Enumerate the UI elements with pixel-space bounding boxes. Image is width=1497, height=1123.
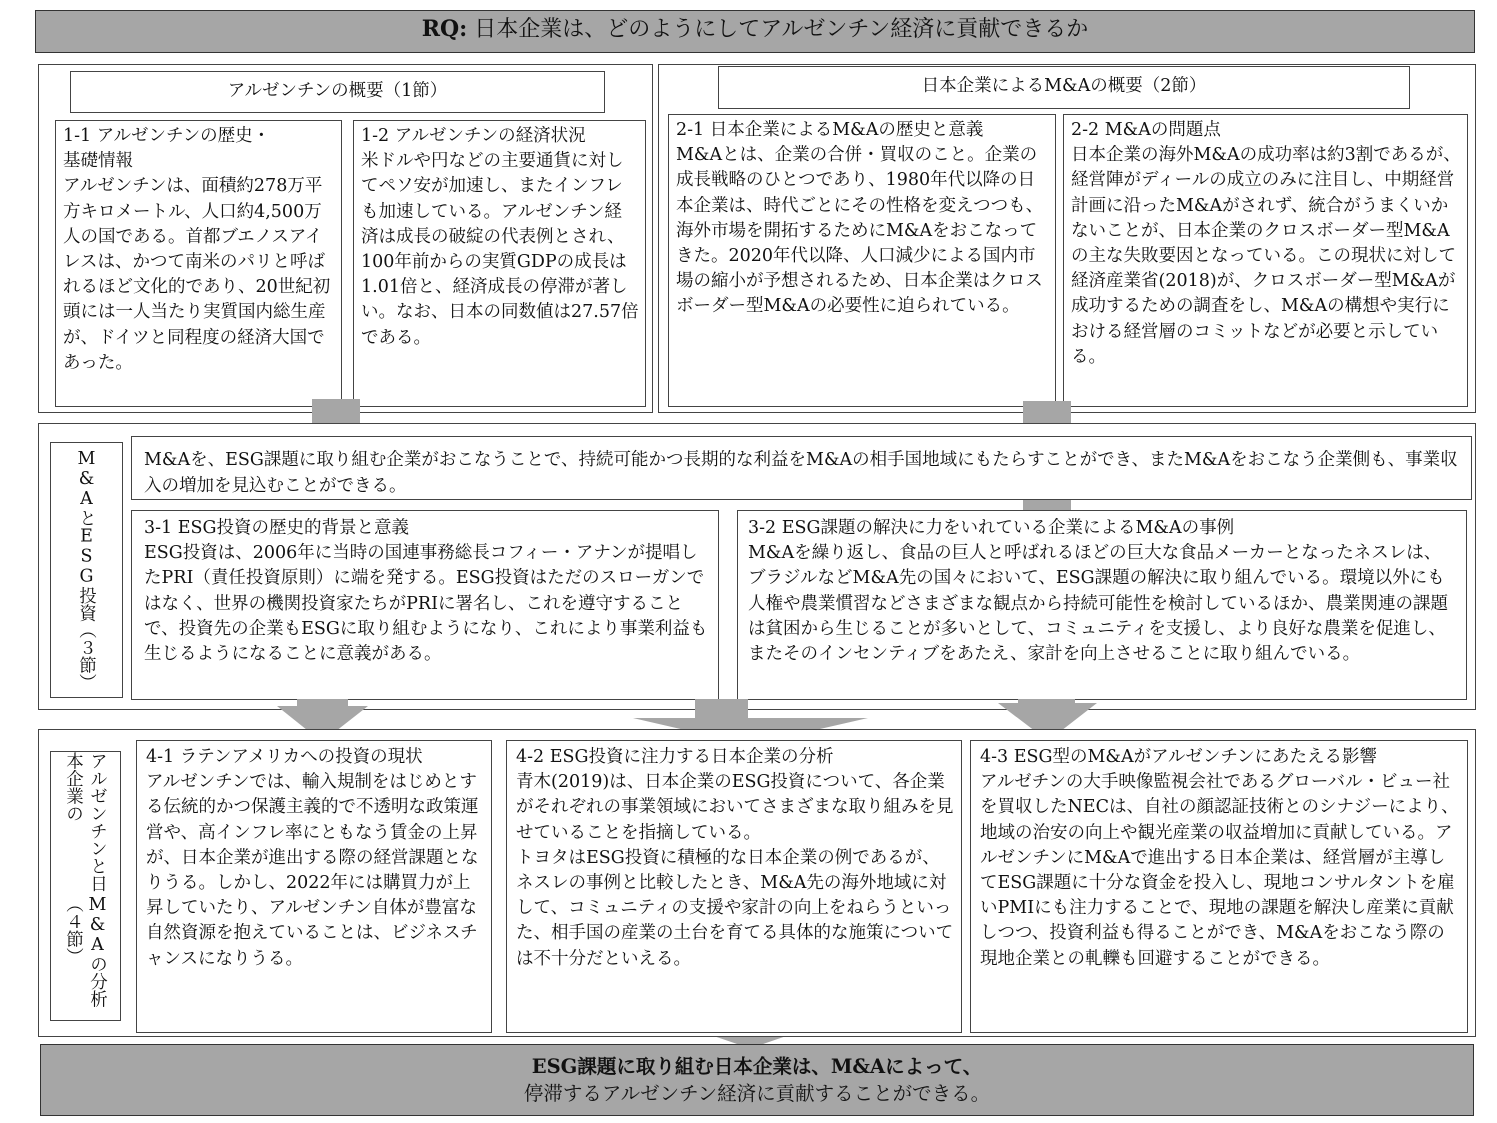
box-4-2-body1: 青木(2019)は、日本企業のESG投資について、各企業がそれぞれの事業領域においてさまざまな取り組みを見せていることを指摘している。	[516, 772, 954, 843]
box-1-1-title-line2: 基礎情報	[63, 151, 133, 172]
box-4-3	[970, 740, 1468, 1033]
box-4-2	[506, 740, 962, 1033]
section3-label-sub: （３節）	[76, 621, 97, 692]
section2-header: 日本企業によるM&Aの概要（2節）	[718, 66, 1410, 109]
rq-prefix: RQ:	[421, 16, 468, 42]
box-3-1-body: ESG投資は、2006年に当時の国連事務総長コフィー・アナンが提唱したPRI（責任投資原則）に端を発する。ESG投資はただのスローガンではなく、世界の機関投資家たちがPRIに署名し、これを遵守することで、投資先の企業もESGに取り組むようになり、これにより事業利益も生じるようになることに意義がある。	[144, 543, 708, 665]
section3-summary-text: M&Aを、ESG課題に取り組む企業がおこなうことで、持続可能かつ長期的な利益をM&Aの相手国地域にもたらすことができ、またM&Aをおこなう企業側も、事業収入の増加を見込むことができる。	[144, 450, 1458, 496]
conclusion-bar	[40, 1044, 1474, 1116]
conclusion-line2: 停滞するアルゼンチン経済に貢献することができる。	[523, 1082, 991, 1105]
box-4-2-title: 4-2 ESG投資に注力する日本企業の分析	[516, 747, 834, 767]
box-1-1-body: アルゼンチンは、面積約278万平方キロメートル、人口約4,500万人の国である。首都ブエノスアイレスは、かつて南米のパリと呼ばれるほど文化的であり、20世紀初頭には一人当たり実質国内総生産が、ドイツと同程度の経済大国であった。	[63, 176, 331, 373]
section1-header: アルゼンチンの概要（1節）	[70, 71, 605, 113]
box-3-2-body: M&Aを繰り返し、食品の巨人と呼ばれるほどの巨大な食品メーカーとなったネスレは、ブラジルなどM&A先の国々において、ESG課題の解決に取り組んでいる。環境以外にも人権や農業慣習などさまざまな観点から持続可能性を検討しているほか、農業関連の課題は貧困から生じることが多いとして、コミュニティを支援し、より良好な農業を促進し、またそのインセンティブをあたえ、家計を向上させることに取り組んでいる。	[748, 543, 1448, 665]
box-4-1	[136, 740, 492, 1033]
box-1-2-body: 米ドルや円などの主要通貨に対してペソ安が加速し、またインフレも加速している。アルゼンチン経済は成長の破綻の代表例とされ、100年前からの実質GDPの成長は1.01倍と、経済成長の停滞が著しい。なお、日本の同数値は27.57倍である。	[361, 151, 639, 348]
box-1-2-title: 1-2 アルゼンチンの経済状況	[361, 126, 586, 146]
box-4-3-body: アルゼチンの大手映像監視会社であるグローバル・ビュー社を買収したNECは、自社の顔認証技術とのシナジーにより、地域の治安の向上や観光産業の収益増加に貢献している。アルゼンチンにM&Aで進出する日本企業は、経営層が主導してESG課題に十分な資金を投入し、現地コンサルタントを雇いPMIにも注力することで、現地の課題を解決し産業に貢献しつつ、投資利益も得ることができ、M&Aをおこなう際の現地企業との軋轢も回避することができる。	[980, 772, 1459, 969]
section3-label-main: M&AとESG投資	[76, 448, 97, 622]
box-2-1-body: M&Aとは、企業の合併・買収のこと。企業の成長戦略のひとつであり、1980年代以降の日本企業は、時代ごとにその性格を変えつつも、海外市場を開拓するためにM&Aをおこなってきた。2020年代以降、人口減少による国内市場の縮小が予想されるため、日本企業はクロスボーダー型M&Aの必要性に迫られている。	[676, 145, 1044, 317]
box-1-1-title-line1: 1-1 アルゼンチンの歴史・	[63, 126, 271, 146]
box-4-3-title: 4-3 ESG型のM&Aがアルゼンチンにあたえる影響	[980, 747, 1378, 767]
rq-question: 日本企業は、どのようにしてアルゼンチン経済に貢献できるか	[467, 17, 1089, 42]
box-4-1-title: 4-1 ラテンアメリカへの投資の現状	[146, 747, 423, 767]
box-2-1-title: 2-1 日本企業によるM&Aの歴史と意義	[676, 120, 984, 140]
box-2-2-body: 日本企業の海外M&Aの成功率は約3割であるが、経営陣がディールの成立のみに注目し、中期経営計画に沿ったM&Aがされず、統合がうまくいかないことが、日本企業のクロスボーダー型M&Aの主な失敗要因となっている。この現状に対して経済産業省(2018)が、クロスボーダー型M&Aが成功するための調査をし、M&Aの構想や実行における経営層のコミットなどが必要と示している。	[1071, 145, 1461, 367]
section4-label-col1: アルゼンチンと日本企業の	[63, 752, 108, 892]
section4-label	[50, 751, 121, 1021]
box-3-2-title: 3-2 ESG課題の解決に力をいれている企業によるM&Aの事例	[748, 518, 1235, 538]
box-4-2-body2: トヨタはESG投資に積極的な日本企業の例であるが、ネスレの事例と比較したとき、M&A先の海外地域に対して、コミュニティの支援や家計の向上をねらうといった、相手国の産業の土台を育てる具体的な施策については不十分だといえる。	[516, 847, 954, 969]
conclusion-line1: ESG課題に取り組む日本企業は、M&Aによって、	[531, 1055, 983, 1078]
box-3-1-title: 3-1 ESG投資の歴史的背景と意義	[144, 518, 409, 538]
box-2-2-title: 2-2 M&Aの問題点	[1071, 120, 1221, 140]
box-4-1-body: アルゼンチンでは、輸入規制をはじめとする伝統的かつ保護主義的で不透明な政策運営や、高インフレ率にともなう賃金の上昇が、日本企業が進出する際の経営課題となりうる。しかし、2022年には購買力が上昇していたり、アルゼンチン自体が豊富な自然資源を抱えていることは、ビジネスチャンスになりうる。	[146, 772, 479, 969]
section4-label-col2: M&Aの分析（４節）	[63, 895, 108, 1008]
